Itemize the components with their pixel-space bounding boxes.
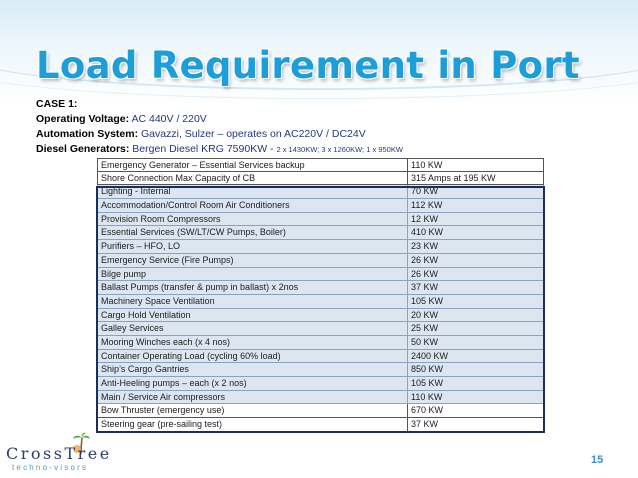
load-value-cell: 12 KW — [407, 213, 544, 227]
case-info — [36, 97, 403, 157]
load-item-cell: Emergency Service (Fire Pumps) — [97, 254, 407, 268]
table-row — [97, 363, 544, 377]
load-value-cell: 26 KW — [407, 268, 544, 282]
load-value-cell: 110 KW — [407, 158, 544, 172]
load-value-cell: 105 KW — [407, 377, 544, 391]
case-heading: CASE 1: — [36, 98, 78, 110]
load-table — [97, 158, 544, 432]
table-row — [97, 172, 544, 186]
load-value-cell: 850 KW — [407, 363, 544, 377]
load-item-cell: Bilge pump — [97, 268, 407, 282]
table-row — [97, 309, 544, 323]
load-item-cell: Provision Room Compressors — [97, 213, 407, 227]
table-row — [97, 158, 544, 172]
logo-name: CrossTree — [6, 444, 112, 463]
automation-value: Gavazzi, Sulzer – operates on AC220V / DC24V — [141, 128, 366, 140]
logo-tagline: techno-visors — [12, 463, 89, 472]
load-item-cell: Machinery Space Ventilation — [97, 295, 407, 309]
load-item-cell: Steering gear (pre-sailing test) — [97, 418, 407, 432]
load-value-cell: 26 KW — [407, 254, 544, 268]
voltage-value: AC 440V / 220V — [131, 113, 207, 125]
generators-line — [36, 142, 403, 157]
generators-value: Bergen Diesel KRG 7590KW - — [132, 143, 277, 155]
voltage-label: Operating Voltage: — [36, 113, 130, 125]
table-row — [97, 404, 544, 418]
load-value-cell: 23 KW — [407, 240, 544, 254]
load-value-cell: 70 KW — [407, 185, 544, 199]
table-row — [97, 418, 544, 432]
load-value-cell: 20 KW — [407, 309, 544, 323]
table-row — [97, 240, 544, 254]
table-row — [97, 185, 544, 199]
table-row — [97, 295, 544, 309]
table-row — [97, 350, 544, 364]
table-row — [97, 336, 544, 350]
automation-label: Automation System: — [36, 128, 139, 140]
load-value-cell: 37 KW — [407, 418, 544, 432]
generators-detail: 2 x 1430KW; 3 x 1260KW; 1 x 950KW — [276, 145, 403, 154]
page-number: 15 — [591, 454, 604, 466]
company-logo — [6, 436, 126, 476]
load-item-cell: Purifiers – HFO, LO — [97, 240, 407, 254]
load-item-cell: Ship’s Cargo Gantries — [97, 363, 407, 377]
table-row — [97, 391, 544, 405]
table-row — [97, 199, 544, 213]
table-row — [97, 377, 544, 391]
table-row — [97, 281, 544, 295]
load-item-cell: Ballast Pumps (transfer & pump in ballast) x 2nos — [97, 281, 407, 295]
table-row — [97, 213, 544, 227]
load-item-cell: Cargo Hold Ventilation — [97, 309, 407, 323]
load-value-cell: 315 Amps at 195 KW — [407, 172, 544, 186]
load-value-cell: 112 KW — [407, 199, 544, 213]
table-row — [97, 254, 544, 268]
load-table-body — [97, 158, 544, 432]
load-item-cell: Galley Services — [97, 322, 407, 336]
load-value-cell: 410 KW — [407, 226, 544, 240]
table-row — [97, 268, 544, 282]
load-item-cell: Shore Connection Max Capacity of CB — [97, 172, 407, 186]
load-value-cell: 2400 KW — [407, 350, 544, 364]
slide-title: Load Requirement in Port — [36, 44, 580, 87]
load-item-cell: Mooring Winches each (x 4 nos) — [97, 336, 407, 350]
load-value-cell: 105 KW — [407, 295, 544, 309]
automation-line — [36, 127, 403, 142]
load-value-cell: 37 KW — [407, 281, 544, 295]
load-item-cell: Container Operating Load (cycling 60% load) — [97, 350, 407, 364]
load-value-cell: 25 KW — [407, 322, 544, 336]
load-item-cell: Bow Thruster (emergency use) — [97, 404, 407, 418]
load-item-cell: Anti-Heeling pumps – each (x 2 nos) — [97, 377, 407, 391]
load-item-cell: Emergency Generator – Essential Services backup — [97, 158, 407, 172]
table-row — [97, 226, 544, 240]
load-value-cell: 670 KW — [407, 404, 544, 418]
load-item-cell: Accommodation/Control Room Air Conditioners — [97, 199, 407, 213]
load-item-cell: Main / Service Air compressors — [97, 391, 407, 405]
table-row — [97, 322, 544, 336]
load-item-cell: Essential Services (SW/LT/CW Pumps, Boiler) — [97, 226, 407, 240]
load-item-cell: Lighting - Internal — [97, 185, 407, 199]
load-value-cell: 50 KW — [407, 336, 544, 350]
load-value-cell: 110 KW — [407, 391, 544, 405]
generators-label: Diesel Generators: — [36, 143, 130, 155]
voltage-line — [36, 112, 403, 127]
